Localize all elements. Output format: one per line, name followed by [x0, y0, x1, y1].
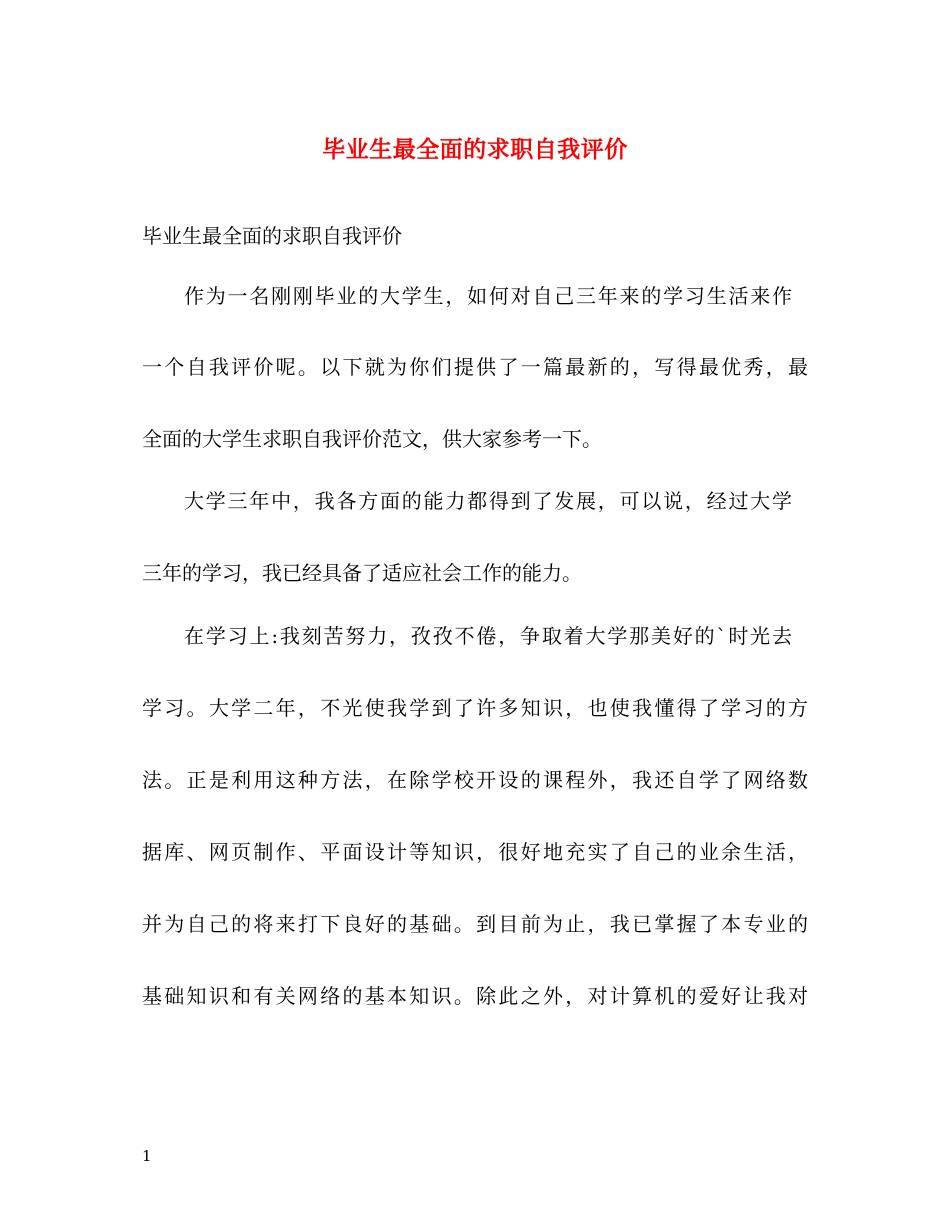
- paragraph-line: 基础知识和有关网络的基本知识。除此之外，对计算机的爱好让我对: [142, 984, 808, 1008]
- paragraph-line: 并为自己的将来打下良好的基础。到目前为止，我已掌握了本专业的: [142, 912, 808, 936]
- document-subtitle: 毕业生最全面的求职自我评价: [142, 224, 402, 248]
- paragraph-line: 法。正是利用这种方法，在除学校开设的课程外，我还自学了网络数: [142, 768, 808, 792]
- paragraph-line: 据库、网页制作、平面设计等知识，很好地充实了自己的业余生活，: [142, 840, 808, 864]
- paragraph-line: 三年的学习，我已经具备了适应社会工作的能力。: [142, 561, 582, 585]
- paragraph-line: 学习。大学二年，不光使我学到了许多知识，也使我懂得了学习的方: [142, 696, 808, 720]
- paragraph-line: 大学三年中，我各方面的能力都得到了发展，可以说，经过大学: [184, 489, 792, 513]
- paragraph-line: 一个自我评价呢。以下就为你们提供了一篇最新的，写得最优秀，最: [142, 355, 808, 379]
- paragraph-line: 在学习上:我刻苦努力，孜孜不倦，争取着大学那美好的`时光去: [184, 624, 792, 648]
- paragraph-line: 作为一名刚刚毕业的大学生，如何对自己三年来的学习生活来作: [184, 284, 792, 308]
- paragraph-line: 全面的大学生求职自我评价范文，供大家参考一下。: [142, 427, 602, 451]
- document-title: 毕业生最全面的求职自我评价: [322, 136, 628, 163]
- page-number: 1: [142, 1147, 152, 1165]
